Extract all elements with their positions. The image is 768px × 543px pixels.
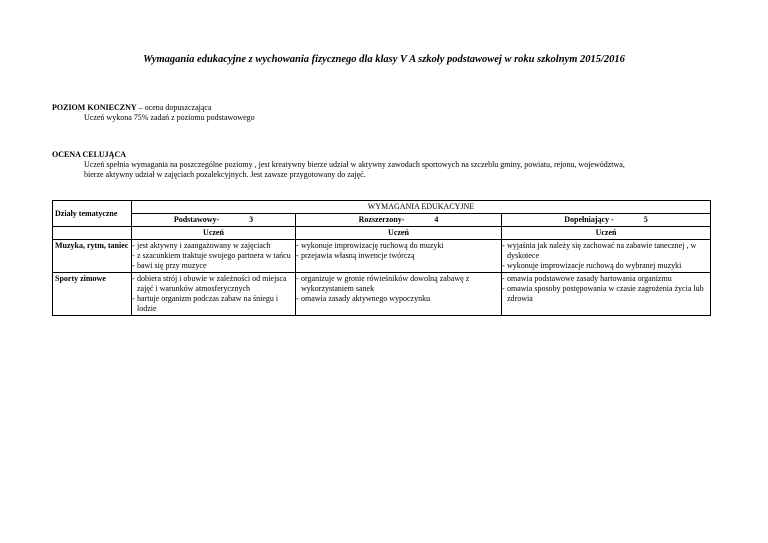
requirement-item: - omawia zasady aktywnego wypoczynku [298,294,499,304]
requirements-cell [502,273,711,316]
levels-row [53,214,711,227]
topic-name: Sporty zimowe [53,273,132,316]
ocena-celujaca-text-2: bierze aktywny udział w zajęciach pozalekcyjnych. Jest zawsze przygotowany do zajęć. [84,170,366,179]
ocena-celujaca-heading: OCENA CELUJĄCA [52,150,127,159]
empty-cell [53,227,132,240]
section-poziom-konieczny [52,103,255,123]
level-cell [132,214,296,227]
table-rowhead: Działy tematyczne [53,201,132,227]
table-header: WYMAGANIA EDUKACYJNE [132,201,711,214]
level-name: Dopełniający - [564,215,614,224]
requirements-cell [132,273,296,316]
poziom-konieczny-text: Uczeń wykona 75% zadań z poziomu podstawowego [84,113,255,122]
level-cell [296,214,502,227]
poziom-konieczny-suffix: – ocena dopuszczająca [136,103,212,112]
requirement-item: - organizuje w gronie rówieśników dowolną zabawę z wykorzystaniem sanek [298,274,499,294]
requirement-item: - wyjaśnia jak należy się zachować na zabawie tanecznej , w dyskotece [504,241,708,261]
topic-name: Muzyka, rytm, taniec [53,240,132,273]
requirements-cell [296,240,502,273]
requirements-table [52,200,711,316]
level-num: 5 [643,215,648,224]
requirements-cell [502,240,711,273]
document-title: Wymagania edukacyjne z wychowania fizycznego dla klasy V A szkoły podstawowej w roku szkolnym 2015/2016 [143,54,625,65]
uczen-label: Uczeń [132,227,296,240]
level-name: Rozszerzony- [358,215,405,224]
uczen-label: Uczeń [296,227,502,240]
poziom-konieczny-heading: POZIOM KONIECZNY [52,103,137,112]
table-row [53,273,711,316]
level-cell [502,214,711,227]
requirements-cell [132,240,296,273]
requirement-item: - przejawia własną inwencje twórczą [298,251,499,261]
requirement-item: - wykonuje improwizację ruchową do muzyki [298,241,499,251]
level-num: 3 [249,215,254,224]
uczen-row [53,227,711,240]
requirement-item: - bawi się przy muzyce [134,261,293,271]
section-ocena-celujaca [52,150,625,180]
requirement-item: - jest aktywny i zaangażowany w zajęciach [134,241,293,251]
requirement-item: - dobiera strój i obuwie w zależności od miejsca zajęć i warunków atmosferycznych [134,274,293,294]
requirement-item: - omawia podstawowe zasady hartowania organizmu [504,274,708,284]
requirement-item: - z szacunkiem traktuje swojego partnera w tańcu [134,251,293,261]
level-name: Podstawowy- [173,215,220,224]
requirement-item: - hartuje organizm podczas zabaw na śniegu i lodzie [134,294,293,314]
level-num: 4 [434,215,439,224]
table-row [53,240,711,273]
requirement-item: - omawia sposoby postępowania w czasie zagrożenia życia lub zdrowia [504,284,708,304]
requirement-item: - wykonuje improwizacje ruchową do wybranej muzyki [504,261,708,271]
requirements-cell [296,273,502,316]
ocena-celujaca-text-1: Uczeń spełnia wymagania na poszczególne poziomy , jest kreatywny bierze udział w aktywny zawodach sportowych na szczeblu gminy, powiatu, rejonu, województwa, [84,160,625,169]
uczen-label: Uczeń [502,227,711,240]
